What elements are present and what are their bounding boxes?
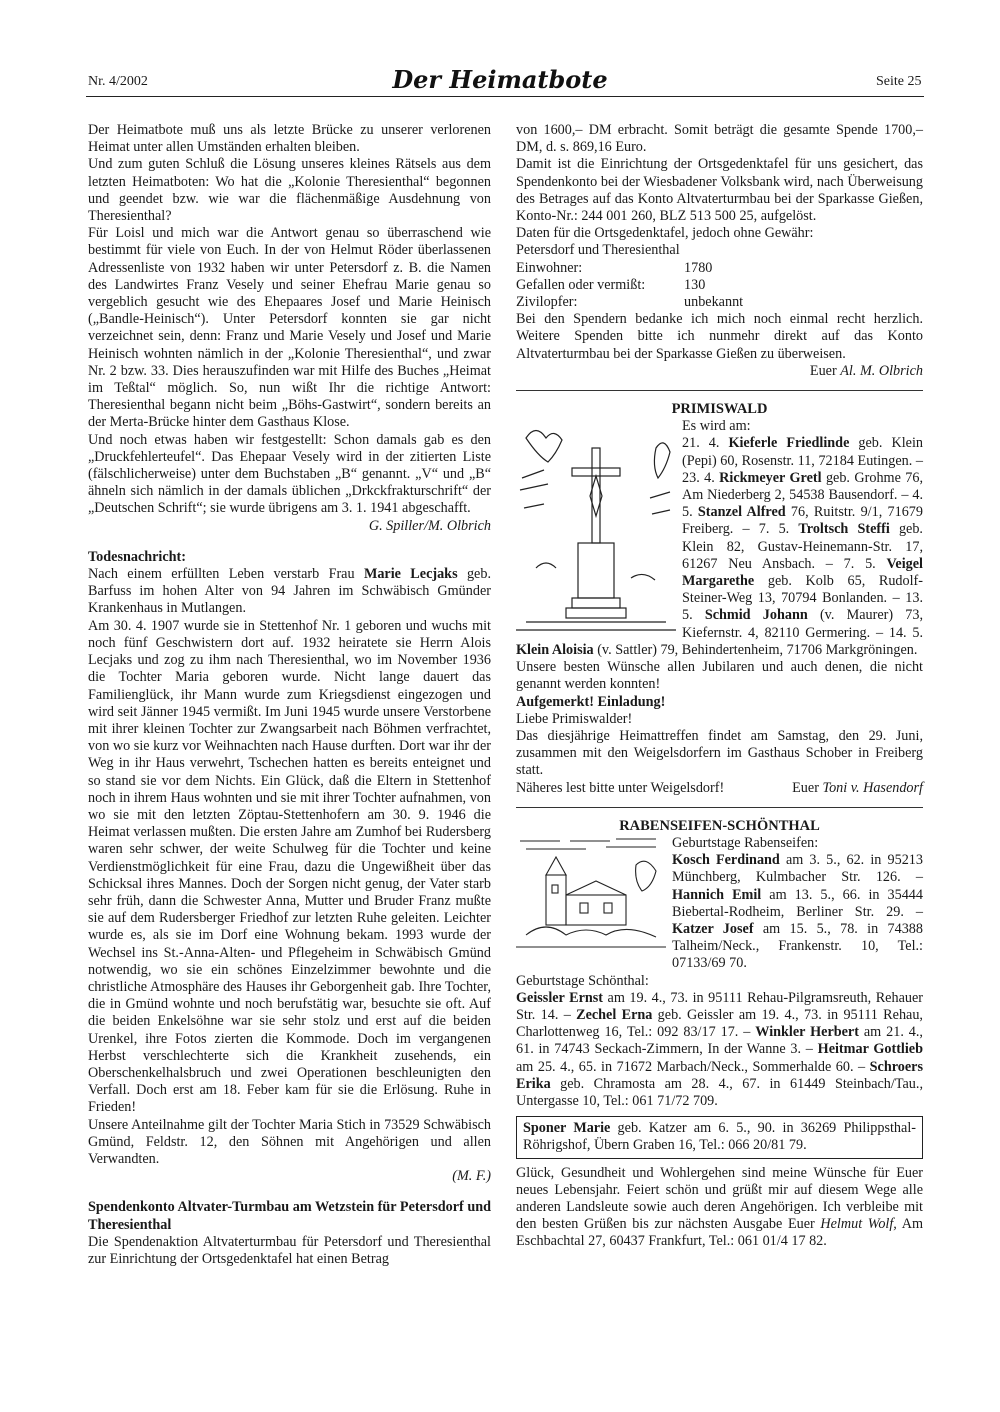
left-signature-1: G. Spiller/M. Olbrich [368,517,491,534]
stats-table [516,260,743,312]
stats-row: Zivilopfer: unbekannt [516,294,744,311]
left-paragraph-1: Der Heimatbote muß uns als letzte Brücke zu unserer verlorenen Heimat unter allen Umständen erhalten bleiben. [88,122,491,156]
stats-row: Einwohner: 1780 [516,259,713,276]
primiswald-intro: Es wird am: [682,418,751,435]
header-rule [86,96,924,97]
deceased-name: Marie Lecjaks [363,566,458,583]
aufgemerkt-heading: Aufgemerkt! Einladung! [516,693,666,710]
left-column [88,122,491,1268]
right-paragraph-2: Damit ist die Einrichtung der Ortsgedenktafel für uns gesichert, das Spendenkonto bei der Wiesbadener Volksbank wird, nach Überweisung des Betrages auf das Konto Altvaterturmbau bei der Sparkasse Gießen, Konto-Nr.: 244 001 260, BLZ 513 500 25, aufgelöst. [516,156,923,225]
wayside-cross-illustration [516,418,676,638]
primiswald-wishes: Unsere besten Wünsche allen Jubilaren und auch denen, die nicht genannt werden konnten! [516,659,923,693]
header-page: Seite 25 [876,74,922,89]
primiswald-block [516,418,923,659]
right-paragraph-1: von 1600,– DM erbracht. Somit beträgt die gesamte Spende 1700,– DM, d. s. 869,16 Euro. [516,122,923,156]
left-paragraph-3: Für Loisl und mich war die Antwort genau so überraschend wie bestimmt für viele von Euch. In der von Helmut Röder überlassenen Adressenliste von 1932 haben wir unter Petersdorf z. B. die Namen des Landwirtes Franz Vesely und seiner Ehefrau Marie genau so vergeblich gesucht wie des Ehepaares Josef und Marie Heinisch („Bandle-Heinisch“). Unter Petersdorf konnten sie gar nicht verzeichnet sein, denn: Franz und Marie Vesely und Josef und Marie Heinisch wohnten nämlich in der „Kolonie Theresienthal“, und zwar Nr. 2 bzw. 33. Dies herauszufinden war mit Hilfe des Buches „Heimat im Teßtal“ möglich. So, nun wißt Ihr die richtige Antwort: Theresienthal begann nicht beim „Böhs-Gastwirt“, sondern bereits an der Merta-Brücke hinter dem Gasthaus Klose. [88,225,491,431]
right-paragraph-5: Bei den Spendern bedanke ich mich noch einmal recht herzlich. Weitere Spenden bitte ich nunmehr direkt auf das Konto Altvaterturmbau bei der Sparkasse Gießen zu überweisen. [516,311,923,362]
left-paragraph-4: Und noch etwas haben wir festgestellt: Schon damals gab es den „Druckfehlerteufel“. Das Ehepaar Vesely wird in der zitierten Liste (fälschlicherweise) unter dem Buchstaben „B“ genannt. „V“ und „B“ ähneln sich nämlich in der damals üblichen „Drkckfrakturschrift“ der „Deutschen Schrift“; sie wurde übrigens am 3. 1. 1941 abgeschafft. [88,431,491,517]
todesnachricht-paragraph-1: Nach einem erfüllten Leben verstarb Frau Marie Lecjaks geb. Barfuss im hohen Alter von 94 Jahren im Schwäbisch Gmünder Krankenhaus in Mutlangen. [88,566,491,617]
masthead-logo [392,62,608,96]
aufgemerkt-signature-line: Näheres lest bitte unter Weigelsdorf! Euer Toni v. Hasendorf [516,779,923,796]
spendenkonto-paragraph-1: Die Spendenaktion Altvaterturmbau für Petersdorf und Theresienthal zur Einrichtung der Ortsgedenktafel hat einen Betrag [88,1233,491,1267]
right-paragraph-4: Petersdorf und Theresienthal [516,242,680,259]
todesnachricht-heading: Todesnachricht: [88,548,187,565]
schoenthal-entries: Geissler Ernst am 19. 4., 73. in 95111 Rehau-Pilgramsreuth, Rehauer Str. 14. – Zechel Erna geb. Geissler am 19. 4., 73. in 95111 Rehau, Charlottenweg 16, Tel.: 092 83/17 17. – Winkler Herbert am 21. 4., 61. in 74743 Seckach-Zimmern, In der Wanne 3. – Heitmar Gottlieb am 25. 4., 65. in 71672 Marbach/Neck., Sommerhalde 60. – Schroers Erika geb. Chramosta am 28. 4., 67. in 61449 Steinbach/Tau., Untergasse 10, Tel.: 061 71/72 709. [516,989,923,1109]
schoenthal-subheading: Geburtstage Schönthal: [516,972,649,989]
primiswald-heading: PRIMISWALD [671,401,768,418]
closing-paragraph: Glück, Gesundheit und Wohlergehen sind meine Wünsche für Euer neues Lebensjahr. Feiert schön und grüßt mir auf diesem Wege alle anderen Landsleute sowie auch deren Angehörigen. Ich verbleibe mit den besten Grüßen bis zur nächsten Ausgabe Euer Helmut Wolf, Am Eschbachtal 27, 60437 Frankfurt, Tel.: 061 01/4 17 82. [516,1164,923,1250]
primiswald-entries: 21. 4. Kieferle Friedlinde geb. Klein (Pepi) 60, Rosenstr. 11, 72184 Eutingen. – 23. 4. Rickmeyer Gretl geb. Grohme 76, Am Niederberg 2, 54538 Bausendorf. – 4. 5. Stanzel Alfred 76, Ruitstr. 9/1, 71679 Freiberg. – 7. 5. Troltsch Steffi geb. Klein 82, Gustav-Heinemann-Str. 17, 61267 Neu Ansbach. – 7. 5. Veigel Margarethe geb. Kolb 65, Rudolf-Steiner-Weg 13, 70794 Bonlanden. – 13. 5. Schmid Johann (v. Maurer) 73, Kiefernstr. 4, 82110 Germering. – 14. 5. Klein Aloisia (v. Sattler) 79, Behindertenheim, 71706 Markgröningen. [516,435,923,658]
spendenkonto-heading: Spendenkonto Altvater-Turmbau am Wetzstein für Petersdorf und Theresienthal [88,1199,491,1233]
left-paragraph-2: Und zum guten Schluß die Lösung unseres kleines Rätsels aus dem letzten Heimatboten: Wo hat die „Kolonie Theresienthal“ begonnen und geendet bzw. wie war die flächenmäßige Ausdehnung von Theresienthal? [88,156,491,225]
church-illustration [516,835,666,955]
right-signature-1: Euer Al. M. Olbrich [809,362,923,379]
aufgemerkt-paragraph: Das diesjährige Heimattreffen findet am Samstag, den 29. Juni, zusammen mit den Weigelsdorfern im Gasthaus Schober in Freiberg statt. [516,727,923,779]
highlighted-birthday-box [516,1116,923,1158]
section-divider [516,807,923,808]
right-paragraph-3: Daten für die Ortsgedenktafel, jedoch ohne Gewähr: [516,225,814,242]
highlighted-birthday: Sponer Marie geb. Katzer am 6. 5., 90. in 36269 Philippsthal-Röhrigshof, Übern Graben 16, Tel.: 066 20/81 79. [523,1120,916,1154]
masthead-text: Der Heimatbote [392,65,608,94]
todesnachricht-paragraph-2: Am 30. 4. 1907 wurde sie in Stettenhof Nr. 1 geboren und wuchs mit noch fünf Geschwistern dort auf. 1932 heiratete sie Herrn Alois Lecjaks und zog zu ihm nach Theresienthal, wo im November 1936 die Tochter Maria geboren wurde. Nicht lange dauert das Familienglück, ihr Mann wurde zum Kriegsdienst eingezogen und wird seit Jänner 1945 vermißt. Im Juni 1945 wurde unsere Verstorbene mit ihrer kleinen Tochter zur Zwangsarbeit nach Böhmen verfrachtet, von wo sie kurz vor Weihnachten nach Hause durften. Dort war ihr der Weg in ihr Haus verwehrt, Tschechen hatten es bereits enteignet und so stand sie vor dem Nichts. Ein Glück, daß die Eltern in Stettenhof noch in ihrem Haus wohnten und sie mit ihrer Tochter aufnahmen, von wo sie mit den letzten Zöptau-Stettenhofern am 30. 9. 1946 die Heimat verlassen mußten. Die ersten Jahre am Zumhof bei Rudersberg waren sehr schwer, der weite Schulweg für die Tochter und keine Verdienstmöglichkeit für eine Frau, dazu die Ungewißheit über das Schicksal ihres Mannes. Doch der Sorgen nicht genug, der Vater starb sehr früh, dann die Schwester Anna, Mutter und Bruder Franz mußte sie auf dem Rudersberger Friedhof zur letzten Ruhe geleiten. Leichter wurde es, als sie im Dorf eine Wohnung bekam. 1993 wurde der Wechsel ins St.-Anna-Alten- und Pflegeheim in Schwäbisch Gmünd notwendig, wo sie ein schönes Einzelzimmer bewohnte und die christliche Atmosphäre des Hauses ihr Geborgenheit gab. Ihre Tochter, die in Gmünd wohnte und noch berufstätig war, besuchte sie oft. Auf die beiden Enkelsöhne war sie sehr stolz und erst auf die beiden Urenkel, ihre Fotos zierten die Kommode. Doch im vergangenen Herbst verschlechterte sich die Krankheit zusehends, ein Oberschenkelhalsbruch und zwei Operationen beschleunigten den Verfall. Doch erst am 18. Feber kam für sie die Erlösung. Ruhe in Frieden! [88,617,491,1116]
section-divider [516,390,923,391]
rabenseifen-block [516,835,923,973]
todesnachricht-paragraph-3: Unsere Anteilnahme gilt der Tochter Maria Stich in 73529 Schwäbisch Gmünd, Feldstr. 12, den Söhnen mit Angehörigen und allen Verwandten. [88,1116,491,1167]
stats-row: Gefallen oder vermißt: 130 [516,276,706,293]
todesnachricht-signature: (M. F.) [452,1168,491,1185]
rabenseifen-heading: RABENSEIFEN-SCHÖNTHAL [619,817,820,834]
header-issue: Nr. 4/2002 [88,74,148,89]
aufgemerkt-greeting: Liebe Primiswalder! [516,710,633,727]
rabenseifen-subheading: Geburtstage Rabenseifen: [672,834,819,851]
rabenseifen-entries: Kosch Ferdinand am 3. 5., 62. in 95213 Münchberg, Kulmbacher Str. 126. – Hannich Emil am 13. 5., 66. in 35444 Biebertal-Rodheim, Berliner Str. 29. – Katzer Josef am 15. 5., 78. in 74388 Talheim/Neck., Frankenstr. 10, Tel.: 07133/69 70. [672,852,923,972]
right-column [516,122,923,1251]
